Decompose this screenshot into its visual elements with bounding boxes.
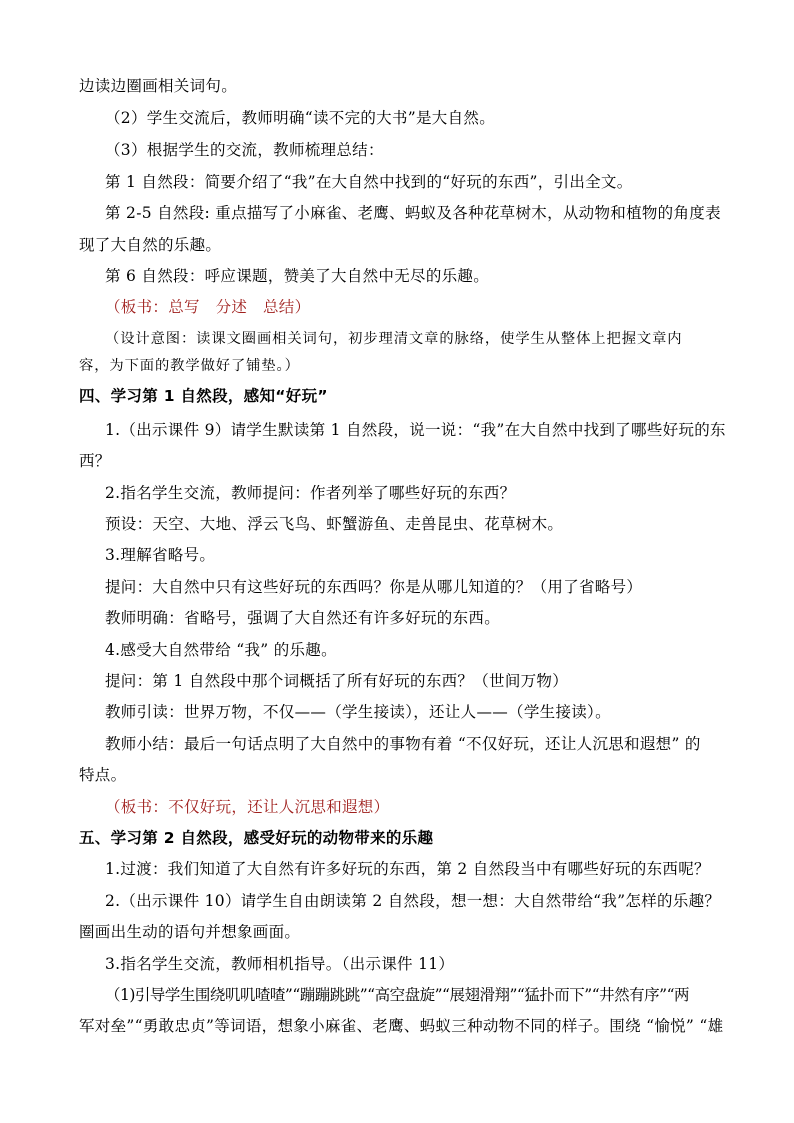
text-line: 2.指名学生交流，教师提问：作者列举了哪些好玩的东西？	[105, 484, 516, 502]
text-line: 3.指名学生交流，教师相机指导。（出示课件 11）	[105, 955, 455, 973]
text-line: 教师明确：省略号，强调了大自然还有许多好玩的东西。	[105, 609, 501, 627]
text-line: 现了大自然的乐趣。	[79, 236, 222, 254]
text-line: 教师引读：世界万物，不仅——（学生接读），还让人——（学生接读）。	[105, 703, 611, 721]
text-line: 2.（出示课件 10）请学生自由朗读第 2 自然段，想一想：大自然带给“我”怎样的乐趣？	[105, 892, 721, 910]
section-heading: 五、学习第 2 自然段，感受好玩的动物带来的乐趣	[79, 829, 434, 847]
text-line: 1.过渡：我们知道了大自然有许多好玩的东西，第 2 自然段当中有哪些好玩的东西呢？	[105, 860, 710, 878]
text-line: 特点。	[79, 766, 127, 784]
text-line: 提问：大自然中只有这些好玩的东西吗？你是从哪儿知道的？（用了省略号）	[105, 578, 643, 596]
text-line: （2）学生交流后，教师明确“读不完的大书”是大自然。	[105, 109, 496, 127]
text-line: 提问：第 1 自然段中那个词概括了所有好玩的东西？（世间万物）	[105, 672, 569, 690]
text-line: （3）根据学生的交流，教师梳理总结：	[105, 141, 384, 159]
text-line: 预设：天空、大地、浮云飞鸟、虾蟹游鱼、走兽昆虫、花草树木。	[105, 515, 564, 533]
text-line: 第 1 自然段：简要介绍了“我”在大自然中找到的“好玩的东西”，引出全文。	[105, 173, 633, 191]
text-line: 1.（出示课件 9）请学生默读第 1 自然段，说一说：“我”在大自然中找到了哪些好玩的东	[105, 421, 726, 439]
board-note: （板书：总写 分述 总结）	[105, 298, 311, 316]
text-line: 4.感受大自然带给 “我” 的乐趣。	[105, 641, 337, 659]
section-heading: 四、学习第 1 自然段，感知“好玩”	[79, 387, 328, 405]
board-note: （板书：不仅好玩，还让人沉思和遐想）	[105, 798, 390, 816]
text-line: 教师小结：最后一句话点明了大自然中的事物有着 “不仅好玩，还让人沉思和遐想” 的	[105, 735, 701, 753]
text-line: 第 6 自然段：呼应课题，赞美了大自然中无尽的乐趣。	[105, 267, 490, 285]
text-line: 西？	[79, 452, 111, 470]
design-note: 容，为下面的教学做好了铺垫。）	[79, 358, 300, 374]
text-line: （1)引导学生围绕叽叽喳喳”“蹦蹦跳跳”“高空盘旋”“展翅滑翔”“猛扑而下”“井然有序”“两	[105, 986, 689, 1004]
text-line: 圈画出生动的语句并想象画面。	[79, 923, 301, 941]
text-line: 第 2-5 自然段: 重点描写了小麻雀、老鹰、蚂蚁及各种花草树木，从动物和植物的角度表	[105, 204, 721, 222]
text-line: 边读边圈画相关词句。	[79, 77, 238, 95]
text-line: 3.理解省略号。	[105, 546, 216, 564]
design-note: （设计意图：读课文圈画相关词句，初步理清文章的脉络，使学生从整体上把握文章内	[105, 331, 683, 347]
text-line: 军对垒”“勇敢忠贞”等词语，想象小麻雀、老鹰、蚂蚁三种动物不同的样子。围绕 “愉悦” “雄	[79, 1017, 724, 1035]
